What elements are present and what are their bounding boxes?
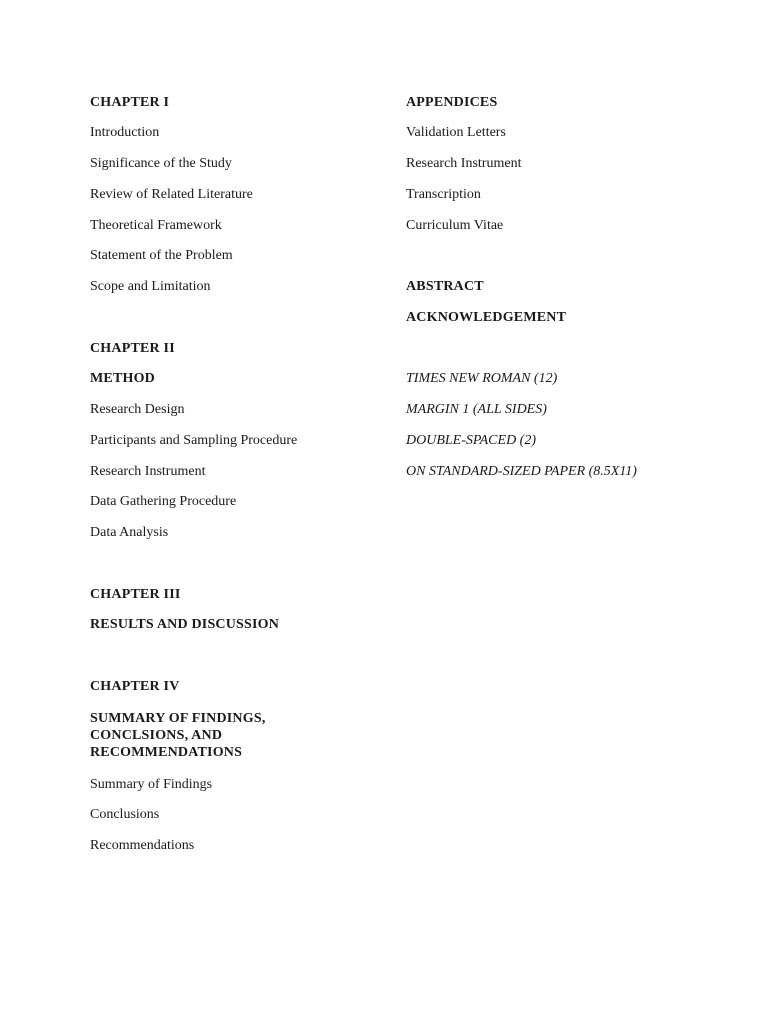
chapter-3-heading: CHAPTER III [90, 587, 181, 602]
acknowledgement-heading: ACKNOWLEDGEMENT [406, 310, 567, 325]
appendix-item: Research Instrument [406, 156, 522, 171]
chapter-1-item: Significance of the Study [90, 156, 232, 171]
chapter-4-item: Conclusions [90, 807, 160, 822]
chapter-1-heading: CHAPTER I [90, 95, 170, 110]
format-note: MARGIN 1 (ALL SIDES) [406, 402, 547, 417]
chapter-2-item: Research Design [90, 402, 185, 417]
chapter-1-item: Scope and Limitation [90, 279, 211, 294]
chapter-4-heading: CHAPTER IV [90, 679, 180, 694]
chapter-1-item: Statement of the Problem [90, 248, 233, 263]
chapter-2-item: Research Instrument [90, 464, 206, 479]
abstract-heading: ABSTRACT [406, 279, 484, 294]
chapter-1-item: Theoretical Framework [90, 218, 222, 233]
format-note: TIMES NEW ROMAN (12) [406, 371, 558, 386]
chapter-2-item: Data Gathering Procedure [90, 494, 237, 509]
chapter-2-item: Data Analysis [90, 525, 169, 540]
chapter-4-item: Summary of Findings [90, 777, 213, 792]
appendix-item: Curriculum Vitae [406, 218, 504, 233]
chapter-2-subheading: METHOD [90, 371, 155, 386]
chapter-3-subheading: RESULTS AND DISCUSSION [90, 617, 280, 632]
chapter-2-item: Participants and Sampling Procedure [90, 433, 298, 448]
appendix-item: Validation Letters [406, 125, 506, 140]
appendices-heading: APPENDICES [406, 95, 498, 110]
format-note: DOUBLE-SPACED (2) [406, 433, 537, 448]
chapter-1-item: Review of Related Literature [90, 187, 253, 202]
chapter-4-subheading: SUMMARY OF FINDINGS, CONCLSIONS, AND RECOMMENDATIONS [90, 711, 266, 760]
chapter-4-item: Recommendations [90, 838, 195, 853]
chapter-2-heading: CHAPTER II [90, 341, 175, 356]
appendix-item: Transcription [406, 187, 481, 202]
format-note: ON STANDARD-SIZED PAPER (8.5X11) [406, 464, 637, 479]
chapter-1-item: Introduction [90, 125, 160, 140]
